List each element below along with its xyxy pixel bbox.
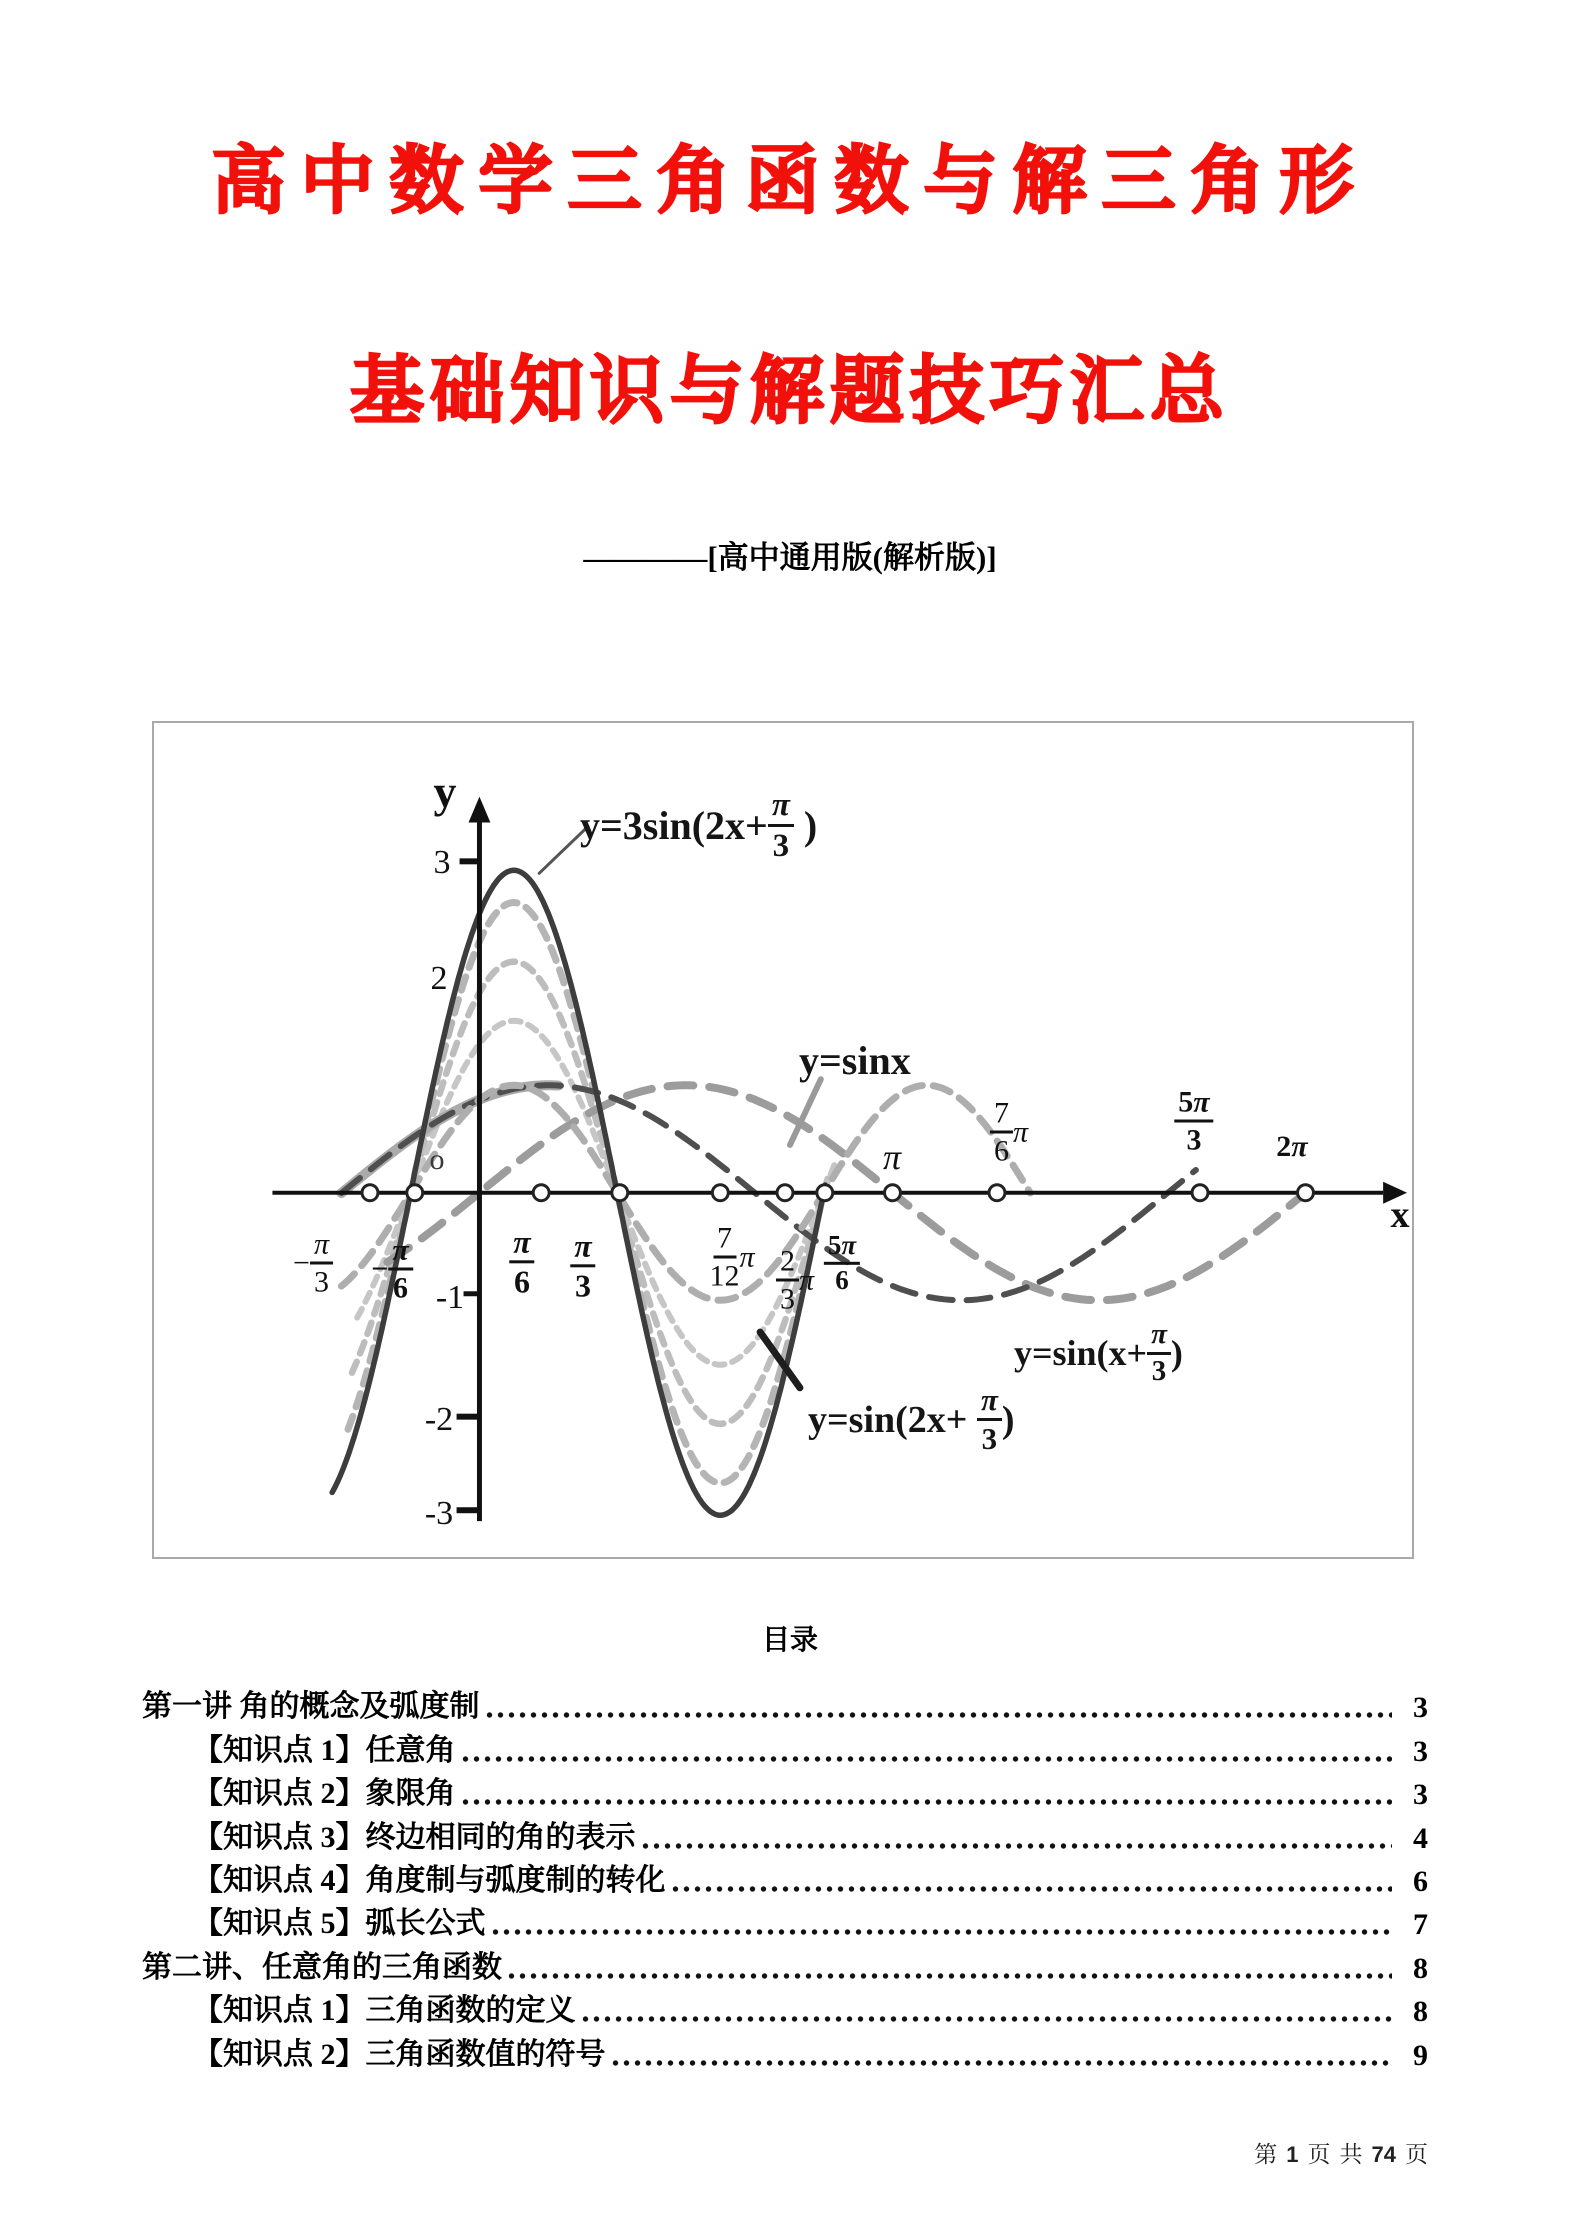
toc-dot-leader [506, 1973, 1392, 1979]
axis-point-marker [885, 1185, 901, 1201]
toc-item-label: 【知识点 4】角度制与弧度制的转化 [193, 1863, 666, 1897]
toc-dot-leader [610, 2060, 1393, 2066]
footer-text-gong: 共 [1339, 2142, 1363, 2167]
figure-plot-canvas [154, 723, 1412, 1557]
toc-item [142, 1899, 1428, 1942]
axis-point-marker [1192, 1185, 1208, 1201]
toc-dot-leader [460, 1799, 1393, 1805]
y-tick-label--2: -2 [424, 1401, 454, 1438]
label-leader-line-1 [539, 827, 588, 874]
y-axis-arrow [469, 797, 491, 823]
x-tick-label: $\frac{2}{3}$ π [776, 1245, 814, 1316]
x-tick-label: 2 π [1276, 1130, 1308, 1163]
toc-item-label: 【知识点 3】终边相同的角的表示 [193, 1820, 636, 1854]
edition-subtitle: ————[高中通用版(解析版)] [583, 540, 997, 575]
axis-point-marker [989, 1185, 1005, 1201]
toc-item-label: 【知识点 1】三角函数的定义 [193, 1994, 576, 2028]
toc-item [142, 1769, 1428, 1812]
y-tick-label--1: -1 [435, 1279, 465, 1316]
curve-equation-label-4: y=sin(2x+ $\frac{\pi}{3}$ ) [808, 1382, 1015, 1457]
y-axis-tick [457, 1414, 482, 1420]
x-tick-label: π [882, 1137, 902, 1177]
footer-text-ye: 页 [1307, 2142, 1331, 2167]
x-tick-label: $\frac{\pi}{6}$ [509, 1224, 534, 1299]
y-tick-label--3: -3 [424, 1495, 454, 1532]
toc-dot-leader [460, 1756, 1393, 1762]
curve-equation-label-1: y=3sin(2x+ $\frac{\pi}{3}$ ) [580, 787, 818, 865]
y-axis-tick [464, 1291, 480, 1296]
toc-item [142, 2029, 1428, 2072]
label-leader-line-2 [790, 1079, 821, 1145]
curve-equation-label-2: y=sinx [799, 1038, 911, 1083]
toc-item [142, 1986, 1428, 2029]
toc-item-label: 【知识点 2】三角函数值的符号 [193, 2037, 606, 2071]
toc-item-label: 【知识点 5】弧长公式 [193, 1907, 486, 1941]
x-tick-label: $\frac{5\pi}{3}$ [1174, 1086, 1213, 1157]
toc-page-number: 8 [1413, 1951, 1428, 1985]
origin-label: o [429, 1143, 445, 1176]
toc-item-label: 【知识点 1】任意角 [193, 1733, 456, 1767]
page-footer [1254, 2136, 1428, 2169]
toc-item [142, 1856, 1428, 1899]
toc-item-label: 第一讲 角的概念及弧度制 [142, 1690, 480, 1724]
toc-page-number: 9 [1413, 2038, 1428, 2072]
x-tick-label: − $\frac{\pi}{6}$ [371, 1234, 413, 1305]
toc-page-number: 4 [1413, 1821, 1428, 1855]
toc-page-number: 7 [1413, 1908, 1428, 1942]
x-tick-label: − $\frac{\pi}{3}$ [293, 1228, 333, 1299]
toc-page-number: 6 [1413, 1864, 1428, 1898]
axis-point-marker [362, 1185, 378, 1201]
secondary-title: 基础知识与解题技巧汇总 [350, 349, 1230, 432]
toc-dot-leader [670, 1886, 1393, 1892]
toc-item-label: 【知识点 2】象限角 [193, 1777, 456, 1811]
axis-point-marker [533, 1185, 549, 1201]
x-axis-letter: x [1390, 1194, 1410, 1236]
axis-point-marker [612, 1185, 628, 1201]
axis-point-marker [817, 1185, 833, 1201]
toc-list [142, 1682, 1428, 2073]
y-axis-letter: y [433, 766, 457, 817]
toc-dot-leader [640, 1843, 1393, 1849]
axis-point-marker [777, 1185, 793, 1201]
toc-page-number: 3 [1413, 1691, 1428, 1725]
toc-item [142, 1725, 1428, 1768]
axis-point-marker [407, 1185, 423, 1201]
x-tick-label: $\frac{5\pi}{6}$ [824, 1231, 860, 1295]
toc-item [142, 1812, 1428, 1855]
footer-text-di: 第 [1254, 2142, 1278, 2167]
main-title: 高中数学三角函数与解三角形 [211, 139, 1369, 222]
current-page-number: 1 [1286, 2142, 1299, 2167]
footer-text-ye2: 页 [1405, 2142, 1428, 2167]
axis-point-marker [1298, 1185, 1314, 1201]
toc-item [142, 1942, 1428, 1985]
toc-page-number: 3 [1413, 1778, 1428, 1812]
toc-heading: 目录 [761, 1624, 818, 1655]
toc-dot-leader [490, 1929, 1393, 1935]
axis-point-marker [712, 1185, 728, 1201]
x-tick-label: $\frac{7}{12}$ π [709, 1221, 755, 1293]
y-axis-tick [457, 1507, 482, 1513]
trig-transform-figure [152, 721, 1414, 1559]
toc-page-number: 8 [1413, 1995, 1428, 2029]
toc-item-label: 第二讲、任意角的三角函数 [142, 1950, 502, 1984]
y-tick-label-3: 3 [433, 844, 451, 881]
toc-dot-leader [580, 2016, 1393, 2022]
toc-page-number: 3 [1413, 1734, 1428, 1768]
curve-equation-label-3: y=sin(x+ $\frac{\pi}{3}$ ) [1014, 1318, 1183, 1387]
toc-item [142, 1682, 1428, 1725]
x-tick-label: $\frac{7}{6}$ π [990, 1097, 1028, 1168]
toc-dot-leader [484, 1712, 1393, 1718]
x-tick-label: $\frac{\pi}{3}$ [570, 1228, 595, 1303]
x-axis-arrow [1383, 1182, 1407, 1204]
total-pages-number: 74 [1371, 2142, 1396, 2167]
y-tick-label-2: 2 [430, 960, 448, 997]
y-axis-tick [460, 858, 482, 864]
